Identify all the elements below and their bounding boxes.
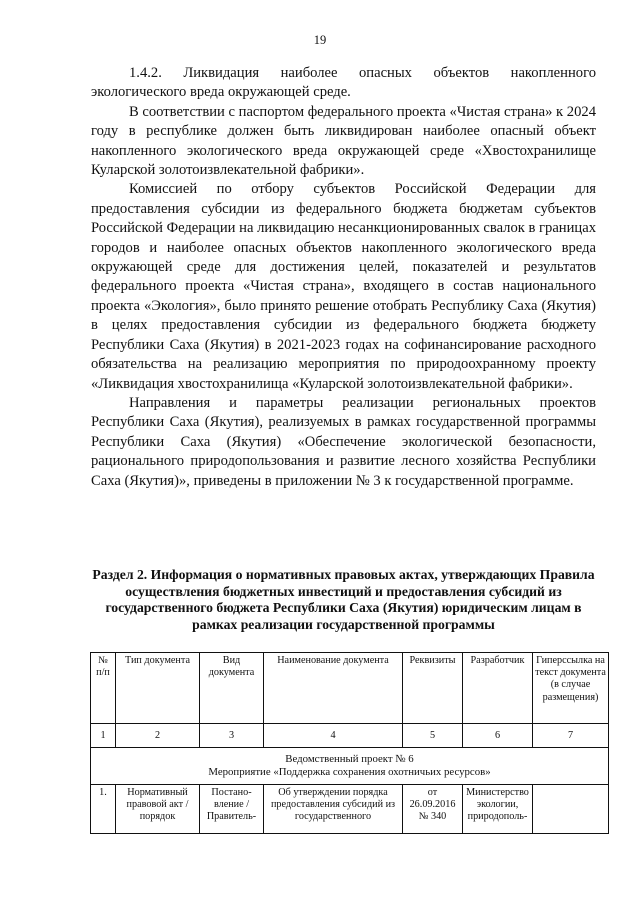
column-number: 5 [403,724,463,748]
doc-kind-cell: Постано-вление / Правитель- [200,785,264,834]
developer-cell: Министерство экологии, природополь- [463,785,533,834]
body-text [91,64,596,491]
column-number: 4 [264,724,403,748]
column-number: 1 [91,724,116,748]
paragraph: Направления и параметры реализации региональных проектов Республики Саха (Якутия), реализуемых в рамках государственной программы Республики Саха (Якутия) «Обеспечение экологической безопасности, рационального природопользования и развитие лесного хозяйства Республики Саха (Якутия)», приведены в приложении № 3 к государственной программе. [91,394,596,489]
column-number-row [91,724,609,748]
page-number: 19 [313,33,327,47]
column-number: 7 [533,724,609,748]
column-number: 3 [200,724,264,748]
table-header-row [91,653,609,724]
group-subtitle: Мероприятие «Поддержка сохранения охотничьих ресурсов» [208,766,491,778]
documents-table [90,652,609,834]
column-number: 6 [463,724,533,748]
header-cell: Гиперссылка на текст документа (в случае размещения) [533,653,609,724]
header-cell: Наименование документа [264,653,403,724]
table-row [91,785,609,834]
doc-type-cell: Нормативный правовой акт / порядок [116,785,200,834]
header-cell: Вид документа [200,653,264,724]
column-number: 2 [116,724,200,748]
doc-name-cell: Об утверждении порядка предоставления субсидий из государственного [264,785,403,834]
header-cell: Реквизиты [403,653,463,724]
paragraph: Комиссией по отбору субъектов Российской Федерации для предоставления субсидии из федерального бюджета бюджетам субъектов Российской Федерации на ликвидацию несанкционированных свалок в границах городов и наиболее опасных объектов накопленного экологического вреда окружающей среде для достижения целей, показателей и результатов федерального проекта «Чистая страна», входящего в состав национального проекта «Экология», было принято решение отобрать Республику Саха (Якутия) в целях предоставления субсидии из федерального бюджета бюджету Республики Саха (Якутия) в 2021-2023 годах на софинансирование расходного обязательства на реализацию мероприятия по природоохранному проекту «Ликвидация хвостохранилища «Куларской золотоизвлекательной фабрики». [91,181,596,392]
group-title: Ведомственный проект № 6 [285,753,414,765]
link-cell [533,785,609,834]
section-title: Раздел 2. Информация о нормативных правовых актах, утверждающих Правила осуществления бюджетных инвестиций и предоставления субсидий из государственного бюджета Республики Саха (Якутия) юридическим лицам в рамках реализации государственной программы [92,567,595,633]
header-cell: Разработчик [463,653,533,724]
header-cell: № п/п [91,653,116,724]
row-number: 1. [91,785,116,834]
header-cell: Тип документа [116,653,200,724]
paragraph: В соответствии с паспортом федерального проекта «Чистая страна» к 2024 году в республике должен быть ликвидирован наиболее опасный объект накопленного экологического вреда окружающей среде «Хвостохранилище Куларской золотоизвлекательной фабрики». [91,103,596,179]
group-row [91,748,609,785]
requisites-cell: от 26.09.2016 № 340 [403,785,463,834]
group-cell [91,748,609,785]
paragraph: 1.4.2. Ликвидация наиболее опасных объектов накопленного экологического вреда окружающей среде. [91,65,596,101]
